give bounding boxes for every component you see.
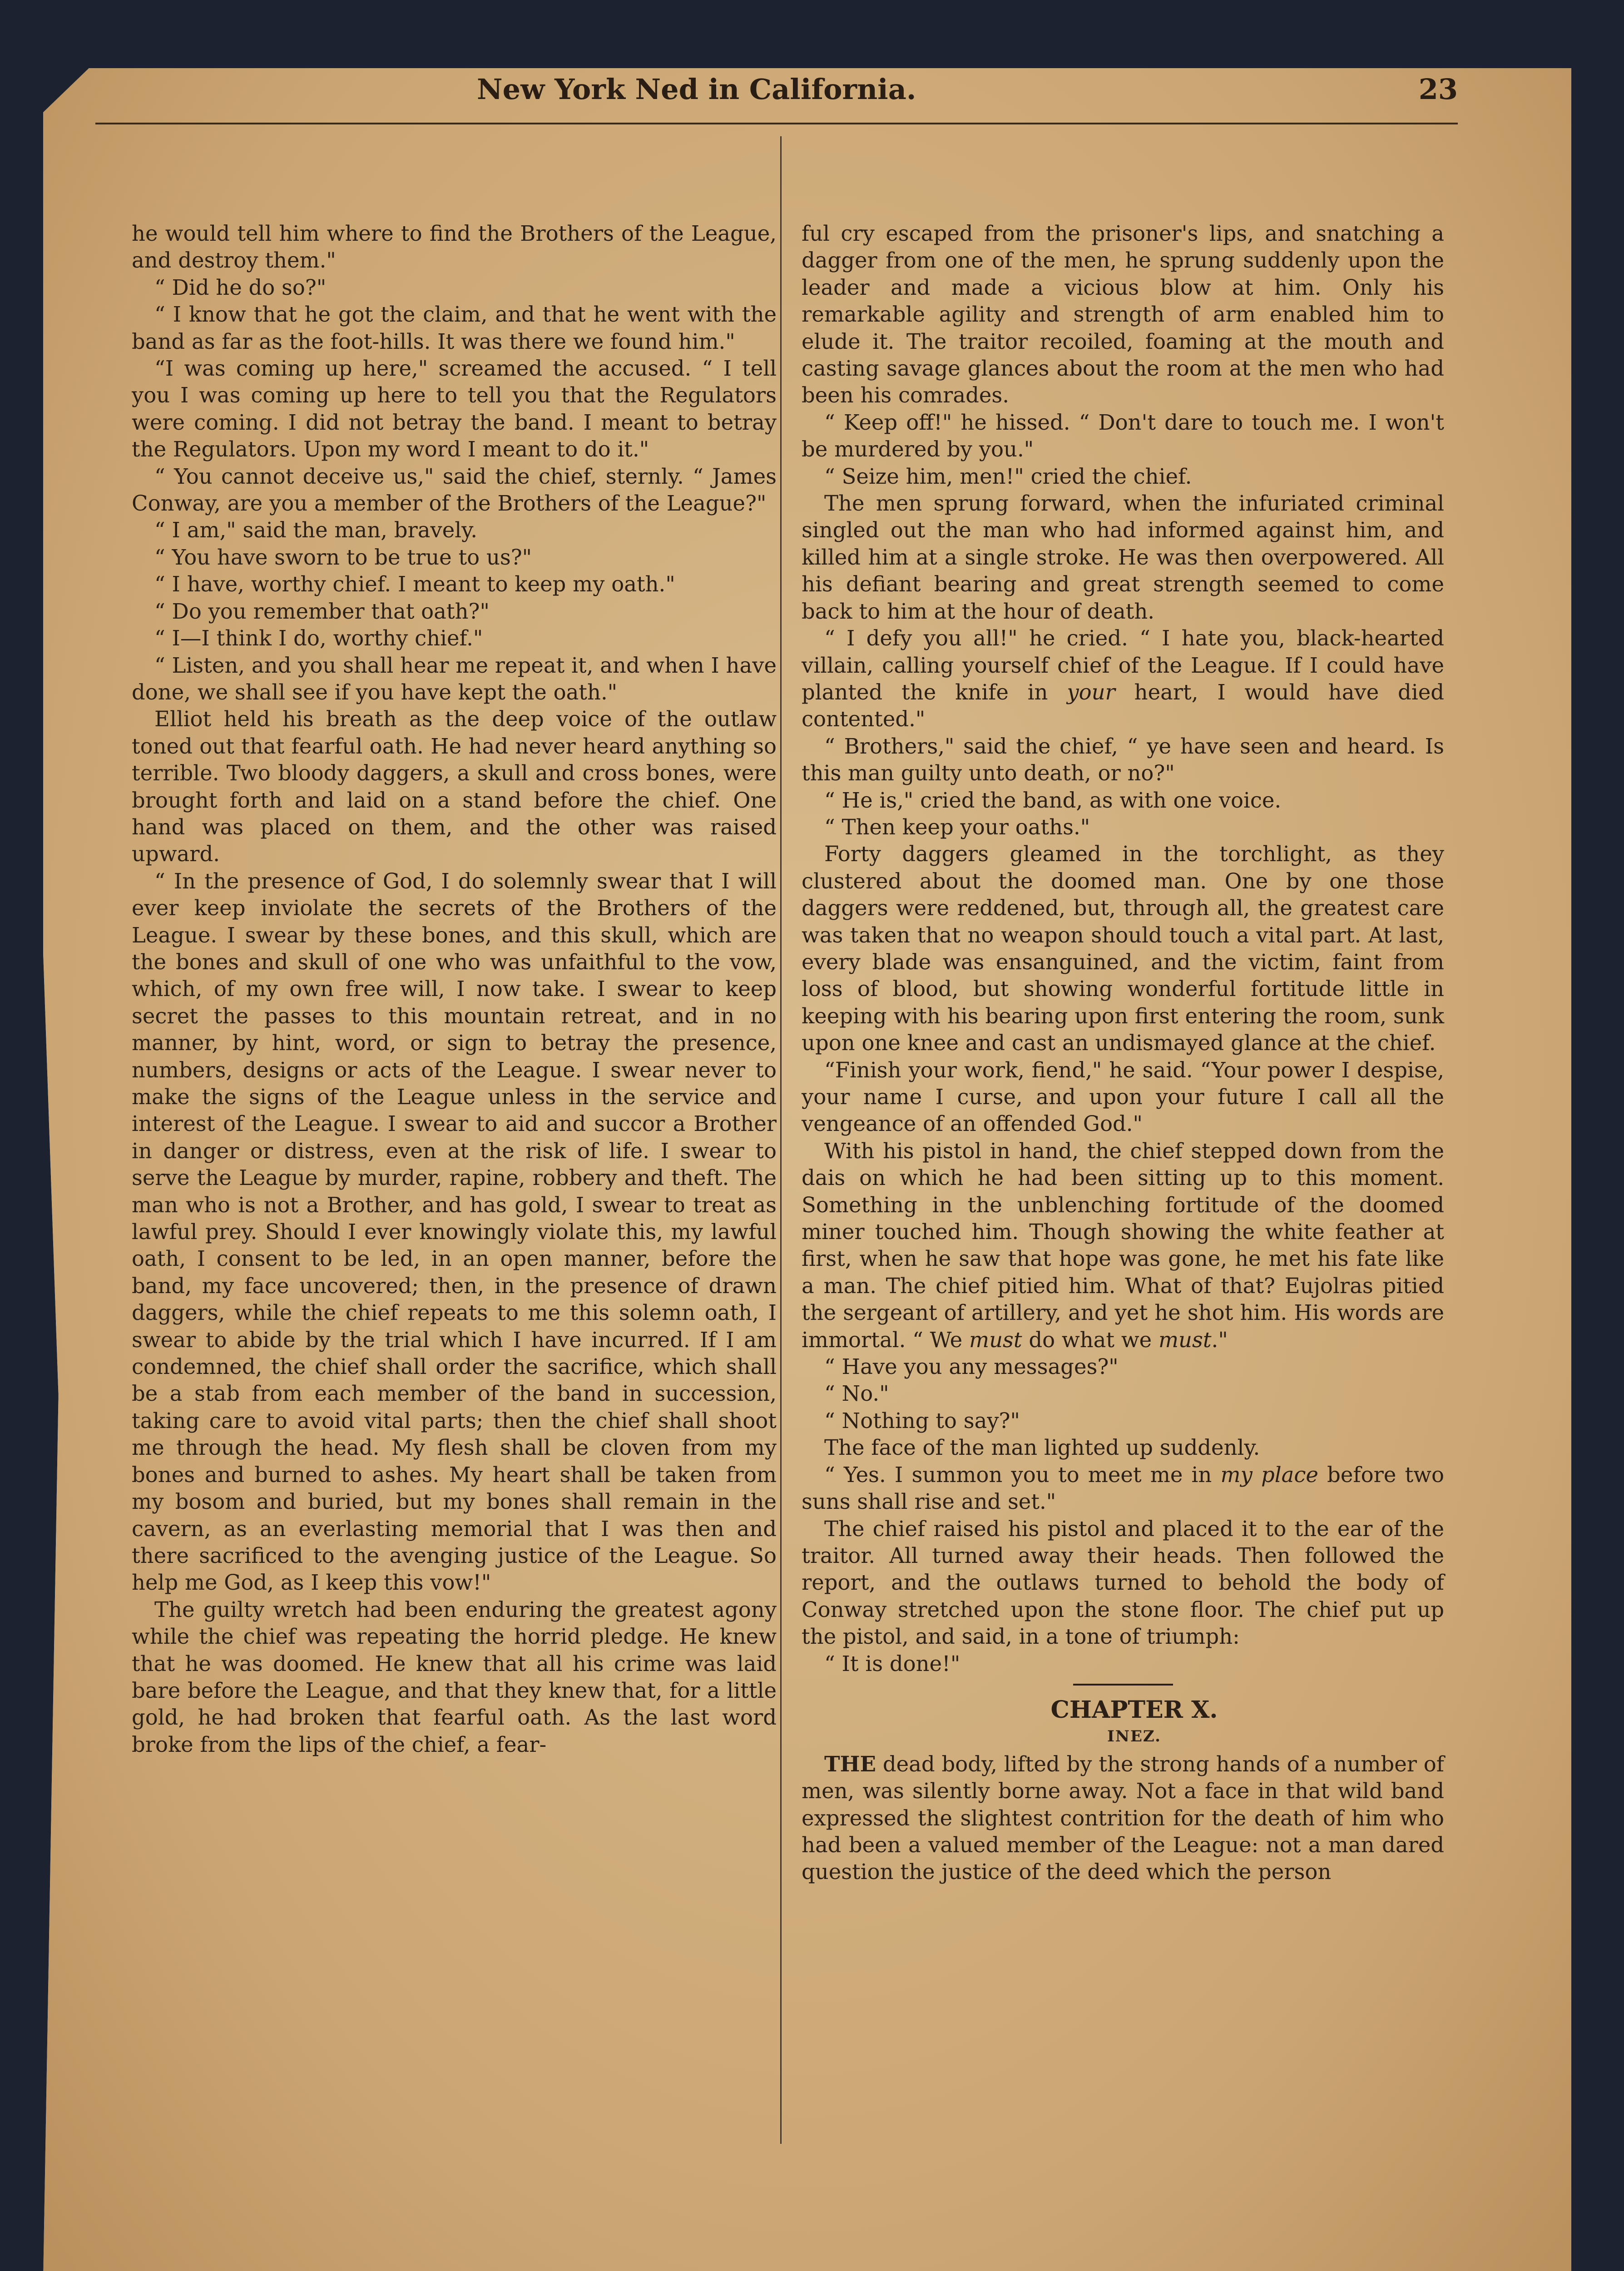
italic-phrase: my place — [1220, 1462, 1318, 1487]
paragraph: The guilty wretch had been enduring the greatest agony while the chief was repeating the horrid pledge. He knew that he was doomed. He knew that all his crime was laid bare before the League, and that they knew that, for a little gold, he had broken that fearful oath. As the last word broke from the lips of the chief, a fear- — [132, 1597, 777, 1757]
oath-paragraph: “ In the presence of God, I do solemnly swear that I will ever keep inviolate the secrets of the Brothers of the League. I swear by these bones, and this skull, which are the bones and skull of one who was unfaithful to the vow, which, of my own free will, I now take. I swear to keep secret the passes to this mountain retreat, and in no manner, by hint, word, or sign to betray the presence, numbers, designs or acts of the League. I swear never to make the signs of the League unless in the service and interest of the League. I swear to aid and succor a Brother in danger or distress, even at the risk of life. I swear to serve the League by murder, rapine, robbery and theft. The man who is not a Brother, and has gold, I swear to treat as lawful prey. Should I ever knowingly violate this, my lawful oath, I consent to be led, in an open manner, before the band, my face uncovered; then, in the presence of drawn daggers, while the chief repeats to me this solemn oath, I swear to abide by the trial which I have incurred. If I am condemned, the chief shall order the sacrifice, which shall be a stab from each member of the band in succession, taking care to avoid vital parts; then the chief shall shoot me through the head. My flesh shall be cloven from my bones and burned to ashes. My heart shall be taken from my bosom and buried, but my bones shall remain in the cavern, as an everlasting memorial that I was then and there sacrificed to the avenging justice of the League. So help me God, as I keep this vow!" — [132, 868, 777, 1595]
chapter-heading: CHAPTER X. — [1050, 1696, 1218, 1724]
paragraph: The face of the man lighted up suddenly. — [824, 1435, 1260, 1460]
paragraph: “ Have you any messages?" — [824, 1354, 1119, 1379]
paragraph: “ Listen, and you shall hear me repeat it, and when I have done, we shall see if you have kept the oath." — [132, 653, 777, 704]
text-run: before two suns shall rise and set." — [802, 1462, 1444, 1514]
text-run: dead body, lifted by the strong hands of a number of men, was silently borne away. Not a face in that wild band expressed the slightest contrition for the death of him who had been a valued member of the League: not a man dared question the justice of the deed which the person — [802, 1751, 1444, 1884]
paragraph: The chief raised his pistol and placed it to the ear of the traitor. All turned away their heads. Then followed the report, and the outlaws turned to behold the body of Conway stretched upon the stone floor. The chief put up the pistol, and said, in a tone of triumph: — [802, 1516, 1444, 1649]
page-number: 23 — [1418, 73, 1458, 106]
paragraph: Elliot held his breath as the deep voice of the outlaw toned out that fearful oath. He had never heard anything so terrible. Two bloody daggers, a skull and cross bones, were brought forth and laid on a stand before the chief. One hand was placed on them, and the other was raised upward. — [132, 707, 777, 867]
paragraph: “ Keep off!" he hissed. “ Don't dare to touch me. I won't be murdered by you." — [802, 410, 1444, 462]
paragraph: “ It is done!" — [824, 1651, 961, 1676]
paragraph: The men sprung forward, when the infuriated criminal singled out the man who had informed against him, and killed him at a single stroke. He was then overpowered. All his defiant bearing and great strength seemed to come back to him at the hour of death. — [802, 491, 1444, 624]
chapter-opening-paragraph — [802, 1750, 1444, 1886]
paragraph: “ You have sworn to be true to us?" — [154, 545, 532, 570]
text-run: “ I defy you all!" he cried. “ I hate you, black-hearted villain, calling yourself chief of the League. If I could have planted the knife in — [802, 626, 1444, 704]
paragraph: he would tell him where to find the Brothers of the League, and destroy them." — [132, 221, 777, 273]
paragraph: “ I know that he got the claim, and that he went with the band as far as the foot-hills. It was there we found him." — [132, 302, 777, 354]
paragraph: “ Brothers," said the chief, “ ye have seen and heard. Is this man guilty unto death, or no?" — [802, 734, 1444, 786]
paragraph — [802, 1138, 1444, 1354]
paragraph: “ No." — [824, 1381, 889, 1406]
paragraph: “I was coming up here," screamed the accused. “ I tell you I was coming up here to tell you that the Regulators were coming. I did not betray the band. I meant to betray the Regulators. Upon my word I meant to do it." — [132, 356, 777, 462]
text-run: With his pistol in hand, the chief stepped down from the dais on which he had been sitting up to this moment. Something in the unblenching fortitude of the doomed miner touched him. Though showing the white feather at first, when he saw that hope was gone, he met his fate like a man. The chief pitied him. What of that? Eujolras pitied the sergeant of artillery, and yet he shot him. His words are immortal. “ We — [802, 1138, 1444, 1352]
paragraph: “ Do you remember that oath?" — [154, 599, 490, 624]
chapter-subheading: INEZ. — [1107, 1727, 1161, 1746]
small-caps-lead: THE — [824, 1751, 876, 1776]
italic-word: must — [1158, 1327, 1212, 1352]
paragraph: “ I have, worthy chief. I meant to keep my oath." — [154, 572, 675, 597]
paragraph: “ Seize him, men!" cried the chief. — [824, 464, 1192, 489]
italic-word: must — [969, 1327, 1022, 1352]
paragraph: “ You cannot deceive us," said the chief, sternly. “ James Conway, are you a member of the Brothers of the League?" — [132, 464, 777, 516]
paragraph — [802, 625, 1444, 733]
text-run: ." — [1211, 1327, 1228, 1352]
text-run: “ Yes. I summon you to meet me in — [824, 1462, 1221, 1487]
paragraph: Forty daggers gleamed in the torchlight, as they clustered about the doomed man. One by one those daggers were reddened, but, through all, the greatest care was taken that no weapon should touch a vital part. At last, every blade was ensanguined, and the victim, faint from loss of blood, but showing wonderful fortitude little in keeping with his bearing upon first entering the room, sunk upon one knee and cast an undismayed glance at the chief. — [802, 842, 1444, 1056]
italic-word: your — [1067, 679, 1115, 704]
paragraph: “ I am," said the man, bravely. — [154, 518, 477, 543]
paragraph: “ I—I think I do, worthy chief." — [154, 626, 483, 651]
paragraph: ful cry escaped from the prisoner's lips, and snatching a dagger from one of the men, he sprung suddenly upon the leader and made a vicious blow at him. Only his remarkable agility and strength of arm enabled him to elude it. The traitor recoiled, foaming at the mouth and casting savage glances about the room at the men who had been his comrades. — [802, 221, 1444, 408]
paragraph: “ Did he do so?" — [154, 275, 327, 300]
paragraph: “ He is," cried the band, as with one voice. — [824, 788, 1282, 813]
running-header — [477, 68, 1458, 118]
paragraph: “ Nothing to say?" — [824, 1408, 1020, 1433]
right-column — [802, 220, 1444, 1886]
left-column — [132, 220, 777, 1758]
paragraph: “Finish your work, fiend," he said. “Your power I despise, your name I curse, and upon your future I call all the vengeance of an offended God." — [802, 1057, 1444, 1136]
text-run: heart, I would have died contented." — [802, 679, 1444, 732]
text-run: do what we — [1022, 1327, 1159, 1352]
chapter-rule — [1073, 1684, 1173, 1686]
column-divider — [780, 136, 782, 2144]
running-title: New York Ned in California. — [477, 73, 916, 106]
header-rule — [95, 123, 1458, 124]
paragraph — [802, 1462, 1444, 1516]
paragraph: “ Then keep your oaths." — [824, 814, 1090, 839]
